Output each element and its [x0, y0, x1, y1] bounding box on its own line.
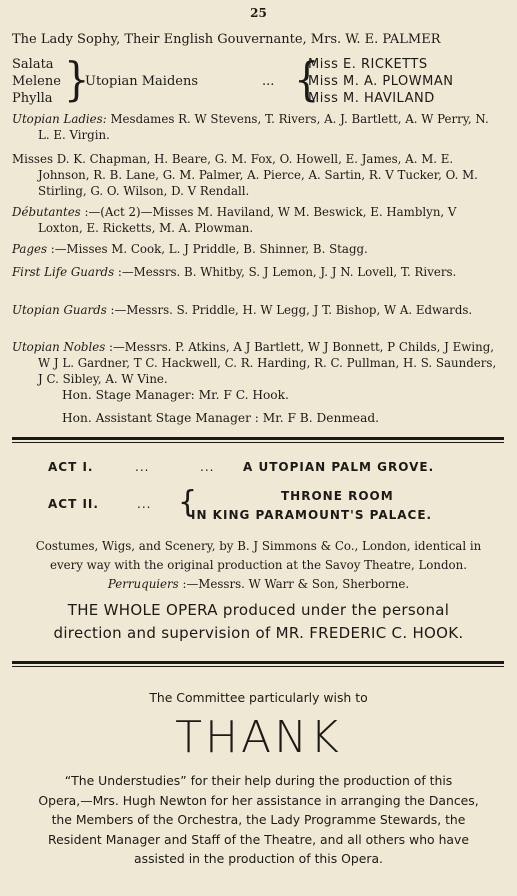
thanks-line: Resident Manager and Staff of the Theatre, and all others who have: [48, 831, 469, 847]
actor-name: Miss M. HAVILAND: [308, 91, 435, 106]
perruquiers-line: [0, 577, 517, 591]
left-brace: {: [294, 53, 320, 107]
ladies-label: Utopian Ladies:: [12, 112, 107, 126]
right-brace: }: [64, 53, 90, 107]
act-1-label: ACT I.: [48, 460, 94, 474]
leader-dots: ...: [135, 460, 150, 474]
maiden-name: Salata: [12, 57, 54, 72]
pages-text: :—Misses M. Cook, L. J Priddle, B. Shinner, B. Stagg.: [47, 242, 368, 256]
assistant-stage-manager: Hon. Assistant Stage Manager : Mr. F B. Denmead.: [62, 411, 380, 425]
misses-text: Misses D. K. Chapman, H. Beare, G. M. Fox, O. Howell, E. James, A. M. E. Johnson, R. B. Lane, G. M. Palmer, A. Pierce, A. Sartin, R. V Tucker, O. M. Stirling, G. O. Wilson, D. V Rendall.: [12, 152, 478, 198]
maiden-actors: [308, 56, 453, 107]
thanks-paragraph: [0, 771, 517, 869]
leader-dots: ...: [137, 497, 152, 511]
stage-manager: Hon. Stage Manager: Mr. F C. Hook.: [62, 388, 289, 402]
perruquiers-label: Perruquiers: [107, 577, 179, 591]
misses-chorus: [12, 151, 502, 199]
divider-rule: [12, 437, 504, 440]
actor-name: Miss M. A. PLOWMAN: [308, 74, 454, 89]
divider-rule-thin: [12, 442, 504, 443]
life-guards: [12, 264, 502, 280]
thank-heading: THANK: [175, 712, 342, 763]
maiden-name: Melene: [12, 74, 61, 89]
debutantes: [12, 204, 502, 236]
costumes-line-2: every way with the original production at the Savoy Theatre, London.: [49, 558, 468, 572]
leader-dots: ...: [200, 460, 215, 474]
page-number: 25: [250, 6, 267, 20]
utopian-ladies: [12, 111, 502, 143]
opera-line-2: direction and supervision of MR. FREDERIC C. HOOK.: [53, 624, 464, 642]
leader-dots: ...: [262, 74, 275, 89]
act-1-title: A UTOPIAN PALM GROVE.: [243, 460, 435, 474]
utopian-guards: [12, 302, 502, 318]
perruquiers-text: :—Messrs. W Warr & Son, Sherborne.: [178, 577, 410, 591]
pages: [12, 241, 502, 257]
maiden-names: [12, 56, 61, 107]
divider-rule: [12, 661, 504, 664]
gouvernante-line: The Lady Sophy, Their English Gouvernante, Mrs. W. E. PALMER: [12, 32, 441, 47]
maidens-label: Utopian Maidens: [85, 74, 199, 89]
guards-text: :—Messrs. S. Priddle, H. W Legg, J T. Bishop, W A. Edwards.: [106, 303, 473, 317]
nobles-text: :—Messrs. P. Atkins, A J Bartlett, W J Bonnett, P Childs, J Ewing, W J L. Gardner, T C. Hackwell, C. R. Harding, R. C. Pullman, H. S. Saunders, J C. Sibley, A. W Vine.: [38, 340, 497, 386]
guards-label: Utopian Guards: [12, 303, 107, 317]
pages-label: Pages: [12, 242, 48, 256]
costumes-line-1: Costumes, Wigs, and Scenery, by B. J Simmons & Co., London, identical in: [35, 539, 482, 553]
debutantes-text: :—(Act 2)—Misses M. Haviland, W M. Beswick, E. Hamblyn, V Loxton, E. Ricketts, M. A. Plowman.: [38, 205, 457, 235]
act-2-title-line1: THRONE ROOM: [281, 489, 394, 503]
nobles-label: Utopian Nobles: [12, 340, 106, 354]
thanks-line: “The Understudies” for their help during the production of this: [64, 773, 453, 788]
ladies-text: Mesdames R. W Stevens, T. Rivers, A. J. Bartlett, A. W Perry, N. L. E. Virgin.: [38, 112, 489, 142]
committee-line: The Committee particularly wish to: [149, 690, 368, 705]
thanks-line: Opera,—Mrs. Hugh Newton for her assistance in arranging the Dances,: [38, 792, 479, 808]
maiden-name: Phylla: [12, 91, 53, 106]
maidens-block: [12, 53, 507, 108]
life-guards-label: First Life Guards: [12, 265, 115, 279]
utopian-nobles: [12, 339, 502, 387]
opera-line-1: THE WHOLE OPERA produced under the personal: [67, 601, 450, 619]
life-guards-text: :—Messrs. B. Whitby, S. J Lemon, J. J N. Lovell, T. Rivers.: [114, 265, 457, 279]
act-2-label: ACT II.: [48, 497, 99, 511]
actor-name: Miss E. RICKETTS: [308, 57, 428, 72]
debutantes-label: Débutantes: [12, 205, 81, 219]
left-brace: {: [178, 485, 199, 520]
act-2-title-line2: IN KING PARAMOUNT'S PALACE.: [191, 508, 433, 522]
thanks-line: assisted in the production of this Opera.: [134, 851, 383, 866]
divider-rule-thin: [12, 666, 504, 667]
thanks-line: the Members of the Orchestra, the Lady Programme Stewards, the: [51, 812, 466, 827]
